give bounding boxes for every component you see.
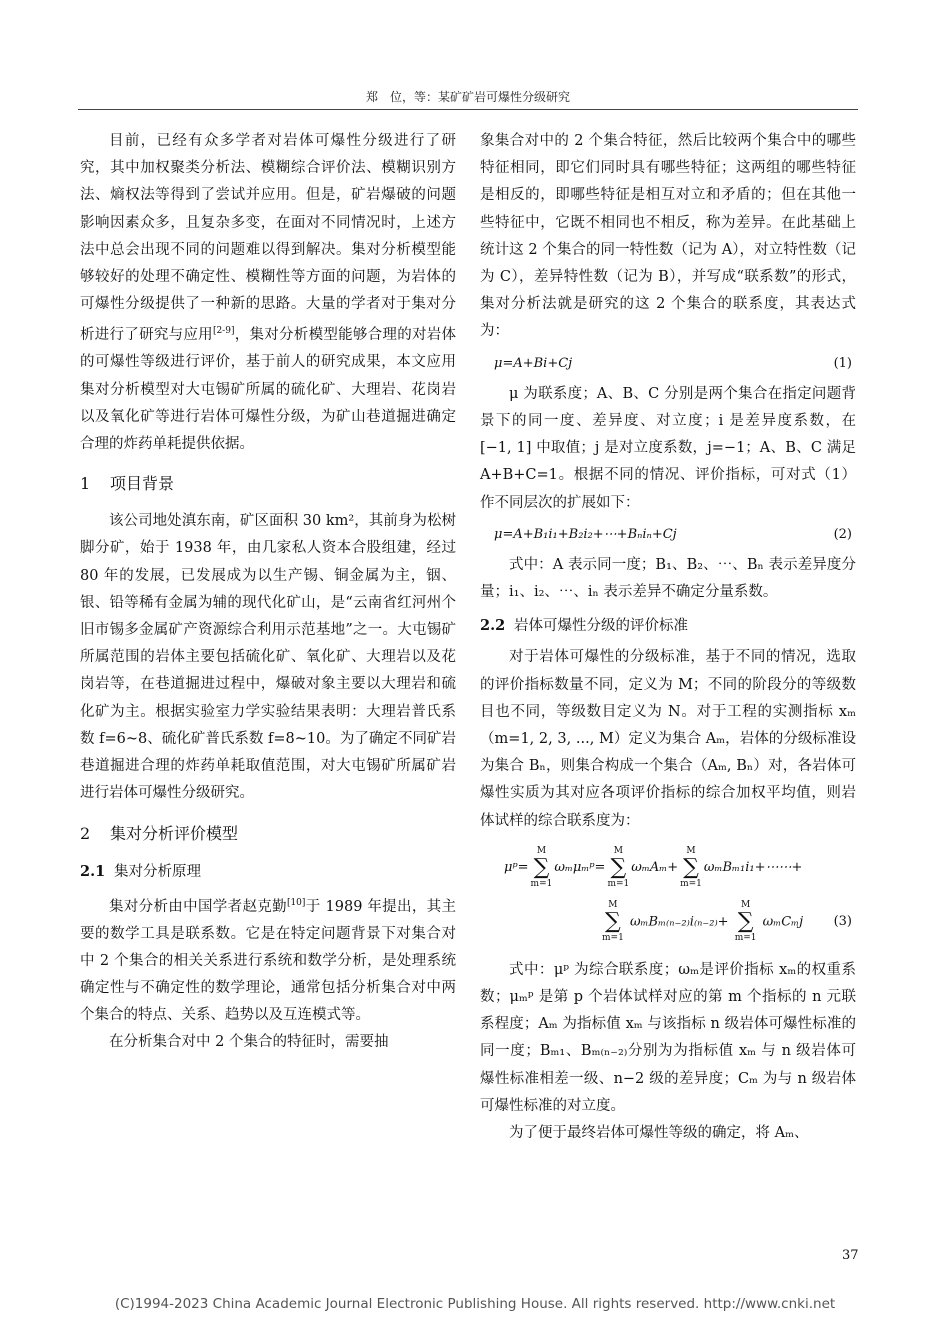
paragraph-evaluation-standard: 对于岩体可爆性的分级标准，基于不同的情况，选取的评价指标数量不同，定义为 M；不同的阶段分的等级数目也不同，等级数目定义为 N。对于工程的实测指标 xₘ（m=1, 2, 3, ..., M）定义为集合 Aₘ，岩体的分级标准设为集合 Bₙ，则集合构成一个集合（Aₘ, Bₙ）对，各岩体可爆性实质为其对应各项评价指标的综合加权平均值，则岩体试样的综合联系度为： xyxy=(480,649,856,829)
summation-symbol: M ∑ m=1 xyxy=(602,899,624,943)
section-2-heading: 2 集对分析评价模型 xyxy=(80,823,239,843)
paragraph-intro: 目前，已经有众多学者对岩体可爆性分级进行了研究，其中加权聚类分析法、模糊综合评价法、模糊识别方法、熵权法等得到了尝试并应用。但是，矿岩爆破的问题影响因素众多，且复杂多变，在面对不同情况时，上述方法中总会出现不同的问题难以得到解决。集对分析模型能够较好的处理不确定性、模糊性等方面的问题，为岩体的可爆性分级提供了一种新的思路。大量的学者对于集对分析进行了研究与应用[2-9]，集对分析模型能够合理的对岩体的可爆性等级进行评价，基于前人的研究成果，本文应用集对分析模型对大屯锡矿所属的硫化矿、大理岩、花岗岩以及氧化矿等进行岩体可爆性分级，为矿山巷道掘进确定合理的炸药单耗提供依据。 xyxy=(80,133,457,453)
paragraph-spa-origin: 集对分析由中国学者赵克勤[10]于 1989 年提出，其主要的数学工具是联系数。它是在特定问题背景下对集合对中 2 个集合的相关关系进行系统和数学分析，是处理系统确定性与不确定性的数学理论，通常包括分析集合对中两个集合的特点、关系、趋势以及互连模式等。 xyxy=(80,897,456,1024)
subsection-2-1-heading: 2.1 集对分析原理 xyxy=(80,862,201,880)
citation-2-9[interactable]: [2-9] xyxy=(212,326,235,337)
paragraph-eq2-notation: 式中：A 表示同一度；B₁、B₂、⋯、Bₙ 表示差异度分量；i₁、i₂、⋯、iₙ 表示差异不确定分量系数。 xyxy=(480,557,856,601)
paragraph-final-grade: 为了便于最终岩体可爆性等级的确定，将 Aₘ、 xyxy=(509,1125,809,1142)
summation-symbol: M ∑ m=1 xyxy=(607,845,630,889)
equation-1: μ=A+Bi+Cj (1) xyxy=(480,350,856,377)
page-number: 37 xyxy=(842,1248,859,1263)
paragraph-spa-features: 在分析集合对中 2 个集合的特征时，需要抽 xyxy=(109,1034,389,1051)
equation-3-number: (3) xyxy=(833,914,852,930)
section-1-heading: 1 项目背景 xyxy=(80,474,175,494)
equation-2-number: (2) xyxy=(833,526,852,542)
equation-1-number: (1) xyxy=(833,355,852,371)
left-column xyxy=(80,128,456,1057)
subsection-2-2-heading: 2.2 岩体可爆性分级的评价标准 xyxy=(480,617,688,635)
summation-symbol: M ∑ m=1 xyxy=(680,845,702,889)
running-header: 郑 位，等：某矿矿岩可爆性分级研究 xyxy=(78,88,858,110)
right-column xyxy=(480,128,856,1147)
paragraph-connection-degree: μ 为联系度；A、B、C 分别是两个集合在指定问题背景下的同一度、差异度、对立度；i 是差异度系数，在 [−1, 1] 中取值；j 是对立度系数，j=−1；A、B、C 满足A+B+C=1。根据不同的情况、评价指标，可对式（1）作不同层次的扩展如下： xyxy=(480,385,856,511)
summation-symbol: M ∑ m=1 xyxy=(530,845,553,889)
paragraph-eq3-notation: 式中：μᵖ 为综合联系度；ωₘ是评价指标 xₘ的权重系数；μₘᵖ 是第 p 个岩体试样对应的第 m 个指标的 n 元联系程度；Aₘ 为指标值 xₘ 与该指标 n 级岩体可爆性标准的同一度；Bₘ₁、Bₘ₍ₙ₋₂₎分别为为指标值 xₘ 与 n 级岩体可爆性标准相差一级、n−2 级的差异度；Cₘ 为与 n 级岩体可爆性标准的对立度。 xyxy=(480,961,856,1114)
summation-symbol: M ∑ m=1 xyxy=(734,899,757,943)
citation-10[interactable]: [10] xyxy=(286,897,306,908)
equation-3: μᵖ= M ∑ m=1 ωₘμₘᵖ= M ∑ m=1 ωₘAₘ+ M ∑ m=1 ωₘBₘ₁i₁+⋯⋯+ M ∑ m=1 ωₘBₘ₍ₙ₋₂₎i₍ₙ₋₂₎+ M ∑ m=1 ωₘCₘj (3) xyxy=(480,841,856,949)
paragraph-project-background: 该公司地处滇东南，矿区面积 30 km²，其前身为松树脚分矿，始于 1938 年，由几家私人资本合股组建，经过 80 年的发展，已发展成为以生产锡、铜金属为主，铟、银、铅等稀有金属为辅的现代化矿山，是“云南省红河州个旧市锡多金属矿产资源综合利用示范基地”之一。大屯锡矿所属范围的岩体主要包括硫化矿、氧化矿、大理岩以及花岗岩等，在巷道掘进过程中，爆破对象主要以大理岩和硫化矿为主。根据实验室力学实验结果表明：大理岩普氏系数 f=6~8、硫化矿普氏系数 f=8~10。为了确定不同矿岩巷道掘进合理的炸药单耗取值范围，对大屯锡矿所属矿岩进行岩体可爆性分级研究。 xyxy=(80,513,456,802)
paragraph-set-pair-continued: 象集合对中的 2 个集合特征，然后比较两个集合中的哪些特征相同，即它们同时具有哪些特征；这两组的哪些特征是相反的，即哪些特征是相互对立和矛盾的；但在其他一些特征中，它既不相同也不相反，称为差异。在此基础上统计这 2 个集合的同一特性数（记为 A），对立特性数（记为 C），差异特性数（记为 B），并写成“联系数”的形式，集对分析法就是研究的这 2 个集合的联系度，其表达式为： xyxy=(480,133,856,340)
equation-2: μ=A+B₁i₁+B₂i₂+⋯+Bₙiₙ+Cj (2) xyxy=(480,521,856,548)
copyright-footer: (C)1994-2023 China Academic Journal Electronic Publishing House. All rights reserved. http://www.cnki.net xyxy=(114,1296,836,1312)
